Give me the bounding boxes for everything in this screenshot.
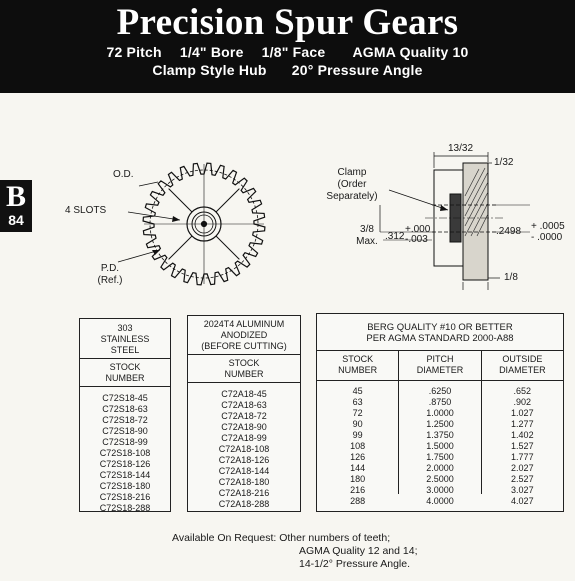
- list-item: 1.2500: [426, 419, 454, 429]
- list-item: 1.7500: [426, 452, 454, 462]
- list-item: .902: [513, 397, 532, 407]
- table-aluminum-col-header: STOCK NUMBER: [188, 355, 300, 383]
- bore-diameter: .312: [385, 231, 405, 242]
- gear-side-view: [380, 152, 530, 290]
- list-item: C72S18-144: [99, 470, 151, 480]
- list-item: C72A18-216: [218, 488, 270, 498]
- list-item: 144: [350, 463, 366, 473]
- page-title: Precision Spur Gears: [116, 2, 459, 43]
- list-item: 1.3750: [426, 430, 454, 440]
- list-item: C72A18-180: [218, 477, 270, 487]
- pd-note: (Ref.): [97, 275, 123, 286]
- list-item: C72S18-288: [99, 503, 151, 513]
- list-item: C72S18-99: [102, 437, 148, 447]
- list-item: 2.5000: [426, 474, 454, 484]
- list-item: C72A18-108: [218, 444, 270, 454]
- table-stainless-col-header: STOCK NUMBER: [80, 359, 170, 387]
- spec-quality: AGMA Quality 10: [352, 44, 469, 60]
- list-item: .6250: [428, 386, 452, 396]
- list-item: 4.027: [511, 496, 534, 506]
- list-item: 1.777: [511, 452, 534, 462]
- clamp-leader: [389, 190, 448, 210]
- list-item: 2.0000: [426, 463, 454, 473]
- spec-hub: Clamp Style Hub: [152, 62, 267, 78]
- page-number: 84: [8, 212, 24, 228]
- list-item: 216: [350, 485, 366, 495]
- dim-1-32: 1/32: [494, 157, 514, 168]
- list-item: 108: [350, 441, 366, 451]
- list-item: C72A18-288: [218, 499, 270, 509]
- col-stock-header: STOCK NUMBER: [317, 351, 398, 381]
- pd-label-block: [92, 263, 128, 287]
- pd-label: P.D.: [100, 263, 120, 274]
- list-item: C72A18-90: [221, 422, 267, 432]
- list-item: 1.277: [511, 419, 534, 429]
- col-pitch-diameter: [399, 351, 481, 506]
- table-stainless: [79, 318, 171, 512]
- col-outside-diameter: [482, 351, 563, 506]
- list-item: C72A18-99: [221, 433, 267, 443]
- list-item: C72S18-126: [99, 459, 151, 469]
- list-item: 2.527: [511, 474, 534, 484]
- list-item: 1.527: [511, 441, 534, 451]
- table-berg: [316, 313, 564, 512]
- list-item: 45: [352, 386, 363, 396]
- gear-front-view: [118, 163, 265, 285]
- availability-line-1: Other numbers of teeth;: [279, 532, 391, 544]
- list-item: 99: [352, 430, 363, 440]
- section-letter: B: [5, 180, 26, 213]
- list-item: C72S18-216: [99, 492, 151, 502]
- availability-line-3: 14-1/2° Pressure Angle.: [299, 558, 411, 570]
- berg-pitch-list: [399, 381, 480, 507]
- list-item: 2.027: [511, 463, 534, 473]
- list-item: 3.027: [511, 485, 534, 495]
- availability-label: Available On Request:: [172, 532, 277, 544]
- spec-pitch: 72 Pitch: [106, 44, 162, 60]
- list-item: C72A18-144: [218, 466, 270, 476]
- list-item: 1.402: [511, 430, 534, 440]
- availability-line-2: AGMA Quality 12 and 14;: [299, 545, 418, 557]
- aluminum-stock-list: [188, 383, 300, 510]
- list-item: C72S18-72: [102, 415, 148, 425]
- max-label: 3/8 Max.: [356, 224, 378, 247]
- col-stock: [317, 351, 399, 506]
- berg-outside-list: [482, 381, 563, 507]
- od-label: O.D.: [113, 169, 134, 180]
- list-item: 180: [350, 474, 366, 484]
- list-item: 1.0000: [426, 408, 454, 418]
- list-item: C72A18-72: [221, 411, 267, 421]
- center-point: [202, 222, 207, 227]
- list-item: C72S18-180: [99, 481, 151, 491]
- list-item: C72A18-45: [221, 389, 267, 399]
- list-item: 63: [352, 397, 363, 407]
- dim-1-8: 1/8: [504, 272, 518, 283]
- list-item: 72: [352, 408, 363, 418]
- shaft-diameter: .2498: [496, 226, 522, 237]
- availability-note: [172, 532, 417, 571]
- spec-pressure-angle: 20° Pressure Angle: [291, 62, 423, 78]
- list-item: 288: [350, 496, 366, 506]
- list-item: 3.0000: [426, 485, 454, 495]
- spec-bore: 1/4" Bore: [179, 44, 244, 60]
- list-item: 4.0000: [426, 496, 454, 506]
- od-leader: [139, 182, 158, 186]
- clamp-label: Clamp (Order Separately): [326, 167, 378, 202]
- list-item: 126: [350, 452, 366, 462]
- col-pitch-header: PITCH DIAMETER: [399, 351, 480, 381]
- list-item: 1.027: [511, 408, 534, 418]
- stainless-stock-list: [80, 387, 170, 514]
- spec-face: 1/8" Face: [261, 44, 326, 60]
- list-item: C72S18-108: [99, 448, 151, 458]
- list-item: C72S18-45: [102, 393, 148, 403]
- berg-stock-list: [317, 381, 398, 507]
- list-item: 90: [352, 419, 363, 429]
- shaft-tolerance: + .0005 - .0000: [531, 221, 565, 243]
- list-item: C72A18-126: [218, 455, 270, 465]
- col-outside-header: OUTSIDE DIAMETER: [482, 351, 563, 381]
- table-aluminum-header: 2024T4 ALUMINUM ANODIZED (BEFORE CUTTING): [201, 319, 287, 351]
- list-item: 1.5000: [426, 441, 454, 451]
- slots-label: 4 SLOTS: [65, 205, 107, 216]
- table-berg-grid: [317, 351, 563, 506]
- bore-tolerance: +.000 -.003: [405, 224, 431, 245]
- table-aluminum: [187, 315, 301, 512]
- list-item: .652: [513, 386, 532, 396]
- table-berg-header: BERG QUALITY #10 OR BETTER PER AGMA STANDARD 2000-A88: [366, 322, 514, 344]
- list-item: C72S18-90: [102, 426, 148, 436]
- list-item: .8750: [428, 397, 452, 407]
- table-stainless-header: 303 STAINLESS STEEL: [100, 323, 150, 355]
- dim-13-32: 13/32: [448, 143, 474, 154]
- list-item: C72A18-63: [221, 400, 267, 410]
- list-item: C72S18-63: [102, 404, 148, 414]
